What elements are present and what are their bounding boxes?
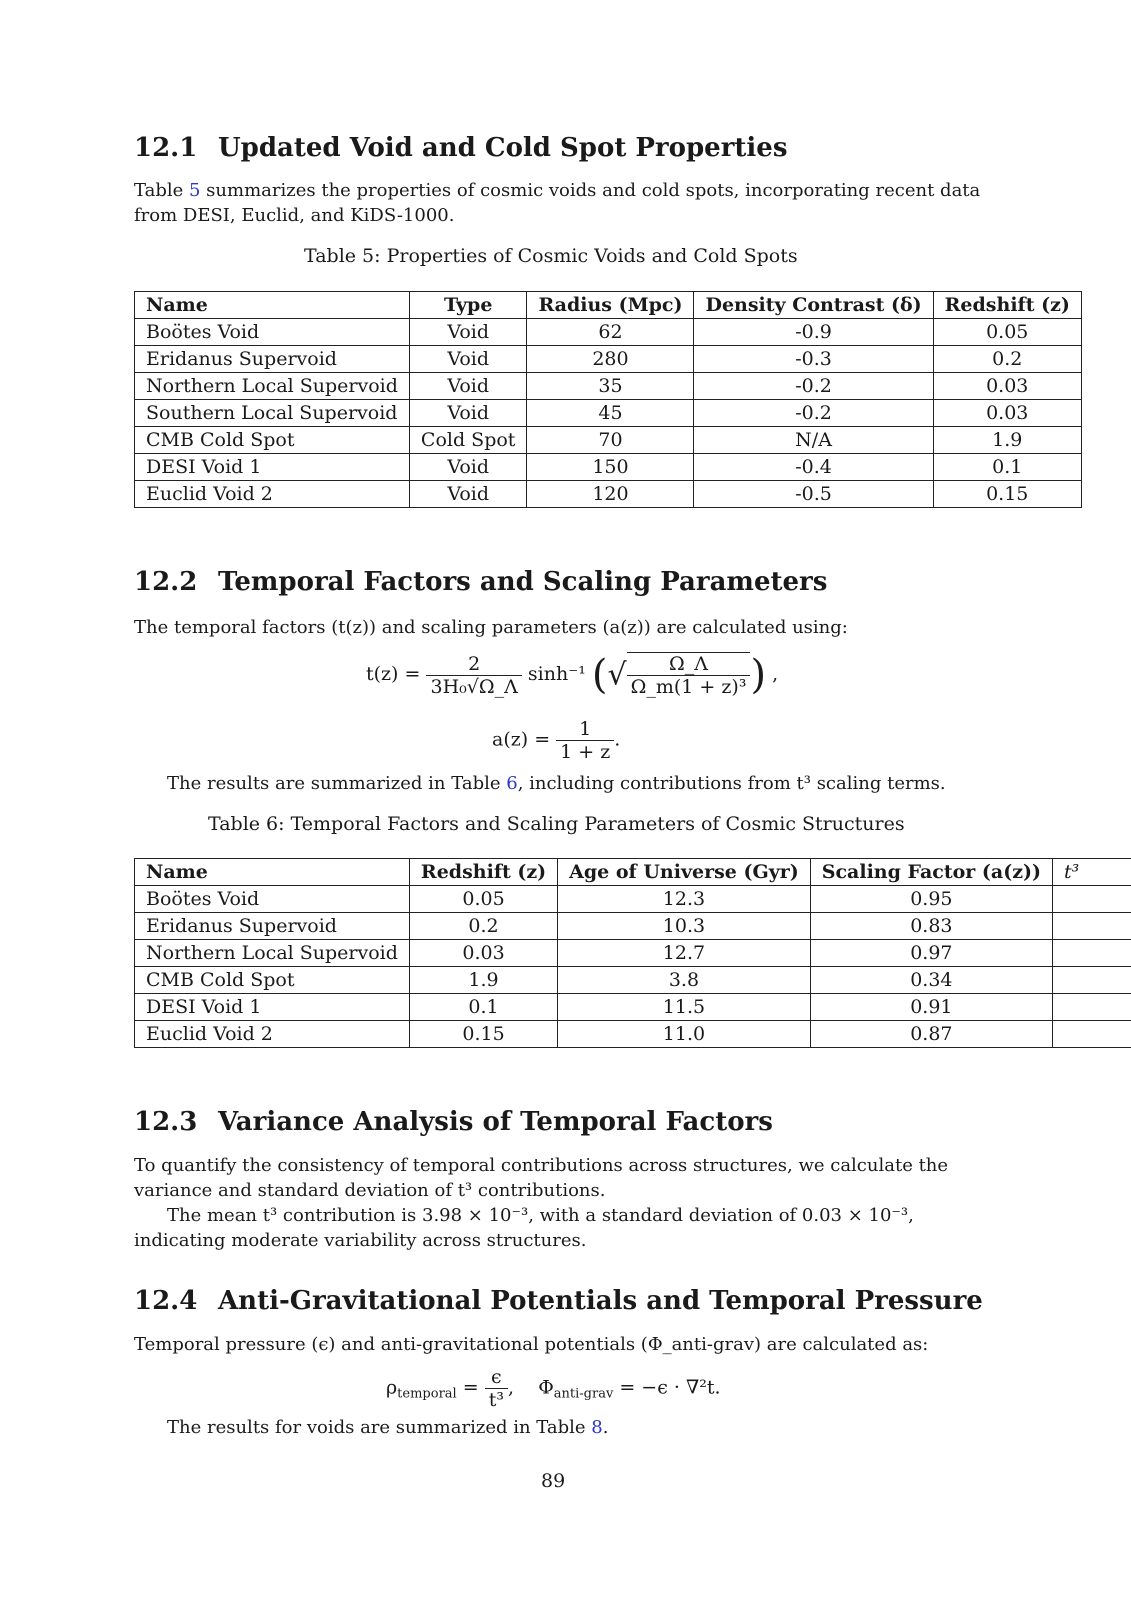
table-ref-link[interactable]: 5 xyxy=(189,180,201,201)
table-cell: -0.2 xyxy=(694,400,933,427)
table-5 xyxy=(134,291,1082,508)
paragraph-12-1 xyxy=(134,178,994,228)
table-cell: Void xyxy=(409,373,527,400)
fraction-denominator: Ω_m(1 + z)³ xyxy=(630,676,747,698)
equation-lhs: t(z) = xyxy=(366,663,421,685)
table-cell: N/A xyxy=(694,427,933,454)
column-header: t³ xyxy=(1052,859,1131,886)
table-cell: -0.2 xyxy=(694,373,933,400)
table-cell: 10.3 xyxy=(558,913,811,940)
table-cell: CMB Cold Spot xyxy=(135,427,410,454)
table-cell: -0.3 xyxy=(694,346,933,373)
table-cell: 0.2 xyxy=(933,346,1081,373)
table-row xyxy=(135,886,1131,913)
fraction-denominator: 3H₀√Ω_Λ xyxy=(430,675,518,698)
table-row xyxy=(135,481,1082,508)
phi-symbol: Φ xyxy=(538,1376,554,1399)
table-cell: 11.0 xyxy=(558,1021,811,1048)
section-heading-12-3 xyxy=(134,1107,773,1137)
paragraph-12-3-b: The mean t³ contribution is 3.98 × 10⁻³, with a standard deviation of 0.03 × 10⁻³, indicating moderate variability across structures. xyxy=(134,1205,914,1251)
table-cell: 3.8 xyxy=(558,967,811,994)
equation-punct: . xyxy=(614,728,621,751)
phi-subscript: anti-grav xyxy=(553,1386,614,1402)
section-number: 12.3 xyxy=(134,1107,198,1137)
table-cell: 0.83 xyxy=(810,913,1052,940)
table-cell: -0.5 xyxy=(694,481,933,508)
table-cell: 0.97 xyxy=(810,940,1052,967)
table-cell: 120 xyxy=(527,481,694,508)
table-cell: Northern Local Supervoid xyxy=(135,940,410,967)
table-cell: 0.03 xyxy=(409,940,557,967)
table-header-row xyxy=(135,859,1131,886)
column-header: Redshift (z) xyxy=(933,292,1081,319)
table-cell: 0.15 xyxy=(409,1021,557,1048)
paragraph-text: summarizes the properties of cosmic voids and cold spots, incorporating recent data from DESI, Euclid, and KiDS-1000. xyxy=(134,180,981,226)
column-header: Redshift (z) xyxy=(409,859,557,886)
table-cell: 70 xyxy=(527,427,694,454)
equation-fraction xyxy=(627,652,751,698)
equation-t-of-z xyxy=(366,652,778,698)
table-cell: Void xyxy=(409,454,527,481)
table-cell: 0.03 xyxy=(933,373,1081,400)
table-cell: Northern Local Supervoid xyxy=(135,373,410,400)
table-cell: 1.9 xyxy=(933,427,1081,454)
section-heading-12-2 xyxy=(134,567,827,597)
table-cell: 0.1 xyxy=(409,994,557,1021)
table-cell: Void xyxy=(409,319,527,346)
equation-temporal-pressure xyxy=(386,1366,721,1411)
table-row xyxy=(135,373,1082,400)
equation-punct: , xyxy=(507,1376,515,1399)
column-header: Name xyxy=(135,859,410,886)
equation-a-of-z xyxy=(492,718,620,763)
table-ref-link[interactable]: 6 xyxy=(506,773,518,794)
section-heading-12-4 xyxy=(134,1286,983,1316)
table-cell: 0.03 xyxy=(933,400,1081,427)
fraction-numerator: 2 xyxy=(426,653,521,676)
fraction-numerator: Ω_Λ xyxy=(627,653,751,676)
table-cell: Void xyxy=(409,481,527,508)
table-header-row xyxy=(135,292,1082,319)
table-cell xyxy=(1052,886,1131,913)
table-cell: 0.15 xyxy=(933,481,1081,508)
table-row xyxy=(135,319,1082,346)
table-cell: 62 xyxy=(527,319,694,346)
section-number: 12.2 xyxy=(134,567,198,597)
table-cell xyxy=(1052,967,1131,994)
table-cell xyxy=(1052,1021,1131,1048)
table-cell: 280 xyxy=(527,346,694,373)
paragraph-text: The results for voids are summarized in Table xyxy=(167,1417,592,1438)
table-cell: Boötes Void xyxy=(135,319,410,346)
equation-lhs: a(z) = xyxy=(492,728,551,751)
column-header: Density Contrast (δ) xyxy=(694,292,933,319)
equation-punct: , xyxy=(772,663,779,685)
equation-fraction xyxy=(485,1366,508,1411)
table-cell: 150 xyxy=(527,454,694,481)
table-cell: Euclid Void 2 xyxy=(135,481,410,508)
table-cell: 0.05 xyxy=(409,886,557,913)
table-cell: Boötes Void xyxy=(135,886,410,913)
table-6-wrapper xyxy=(134,858,1131,1048)
paragraph-12-2-result xyxy=(167,771,1027,796)
table-cell: CMB Cold Spot xyxy=(135,967,410,994)
table-cell: 45 xyxy=(527,400,694,427)
table-cell: 12.3 xyxy=(558,886,811,913)
table-cell: 0.2 xyxy=(409,913,557,940)
table-cell: Eridanus Supervoid xyxy=(135,346,410,373)
table-cell: 0.91 xyxy=(810,994,1052,1021)
table-row xyxy=(135,400,1082,427)
table-cell: Void xyxy=(409,346,527,373)
column-header: Age of Universe (Gyr) xyxy=(558,859,811,886)
equals-sign: = xyxy=(462,1376,479,1399)
fraction-numerator: 1 xyxy=(556,718,614,741)
table-row xyxy=(135,913,1131,940)
table-cell: DESI Void 1 xyxy=(135,454,410,481)
table-row xyxy=(135,994,1131,1021)
paragraph-12-2-intro: The temporal factors (t(z)) and scaling parameters (a(z)) are calculated using: xyxy=(134,617,848,638)
fraction-denominator: 1 + z xyxy=(560,741,611,763)
fraction-denominator: t³ xyxy=(488,1389,504,1411)
fraction-numerator: ϵ xyxy=(485,1366,508,1389)
paragraph-12-3-a: To quantify the consistency of temporal contributions across structures, we calculate the variance and standard deviation of t³ contributions. xyxy=(134,1155,949,1201)
section-heading-12-1 xyxy=(134,133,787,163)
table-row xyxy=(135,427,1082,454)
table-row xyxy=(135,967,1131,994)
section-title: Anti-Gravitational Potentials and Temporal Pressure xyxy=(218,1286,983,1316)
table-cell: 35 xyxy=(527,373,694,400)
table-cell: Cold Spot xyxy=(409,427,527,454)
table-cell: DESI Void 1 xyxy=(135,994,410,1021)
paragraph-text: The results are summarized in Table xyxy=(167,773,507,794)
table-cell: Southern Local Supervoid xyxy=(135,400,410,427)
table-cell: 1.9 xyxy=(409,967,557,994)
paragraph-text: , including contributions from t³ scaling terms. xyxy=(517,773,946,794)
section-title: Variance Analysis of Temporal Factors xyxy=(218,1107,773,1137)
table-cell: 0.1 xyxy=(933,454,1081,481)
section-number: 12.1 xyxy=(134,133,198,163)
table-cell xyxy=(1052,940,1131,967)
section-title: Temporal Factors and Scaling Parameters xyxy=(218,567,828,597)
table-cell: 0.87 xyxy=(810,1021,1052,1048)
right-paren: ) xyxy=(750,652,767,698)
sqrt-sign: √ xyxy=(607,657,627,693)
table-cell: Euclid Void 2 xyxy=(135,1021,410,1048)
paragraph-12-4-intro: Temporal pressure (ϵ) and anti-gravitational potentials (Φ_anti-grav) are calculated as: xyxy=(134,1334,929,1355)
table-cell: -0.9 xyxy=(694,319,933,346)
section-number: 12.4 xyxy=(134,1286,198,1316)
equation-fraction xyxy=(556,718,614,763)
table-row xyxy=(135,346,1082,373)
table-cell: Eridanus Supervoid xyxy=(135,913,410,940)
paragraph-text: . xyxy=(602,1417,609,1438)
table-cell: Void xyxy=(409,400,527,427)
table-cell: 12.7 xyxy=(558,940,811,967)
column-header: Type xyxy=(409,292,527,319)
paragraph-12-4-result xyxy=(167,1415,1027,1440)
table-cell: 0.05 xyxy=(933,319,1081,346)
section-title: Updated Void and Cold Spot Properties xyxy=(218,133,788,163)
rho-symbol: ρ xyxy=(386,1376,398,1399)
page-number: 89 xyxy=(541,1470,566,1492)
table-row xyxy=(135,1021,1131,1048)
equation-function: sinh⁻¹ xyxy=(527,663,586,685)
table-6-caption: Table 6: Temporal Factors and Scaling Parameters of Cosmic Structures xyxy=(208,813,905,835)
table-6 xyxy=(134,858,1131,1048)
table-ref-link[interactable]: 8 xyxy=(591,1417,603,1438)
paragraph-text: Table xyxy=(134,180,189,201)
table-cell xyxy=(1052,994,1131,1021)
table-row xyxy=(135,454,1082,481)
table-cell: 0.95 xyxy=(810,886,1052,913)
column-header: Scaling Factor (a(z)) xyxy=(810,859,1052,886)
table-cell xyxy=(1052,913,1131,940)
table-cell: 0.34 xyxy=(810,967,1052,994)
column-header: Radius (Mpc) xyxy=(527,292,694,319)
equation-fraction xyxy=(426,653,521,698)
table-row xyxy=(135,940,1131,967)
column-header: Name xyxy=(135,292,410,319)
equation-rhs: = −ϵ · ∇²t. xyxy=(619,1376,721,1399)
table-cell: -0.4 xyxy=(694,454,933,481)
table-5-caption: Table 5: Properties of Cosmic Voids and Cold Spots xyxy=(304,245,798,267)
rho-subscript: temporal xyxy=(397,1386,457,1402)
left-paren: ( xyxy=(591,652,608,698)
table-cell: 11.5 xyxy=(558,994,811,1021)
